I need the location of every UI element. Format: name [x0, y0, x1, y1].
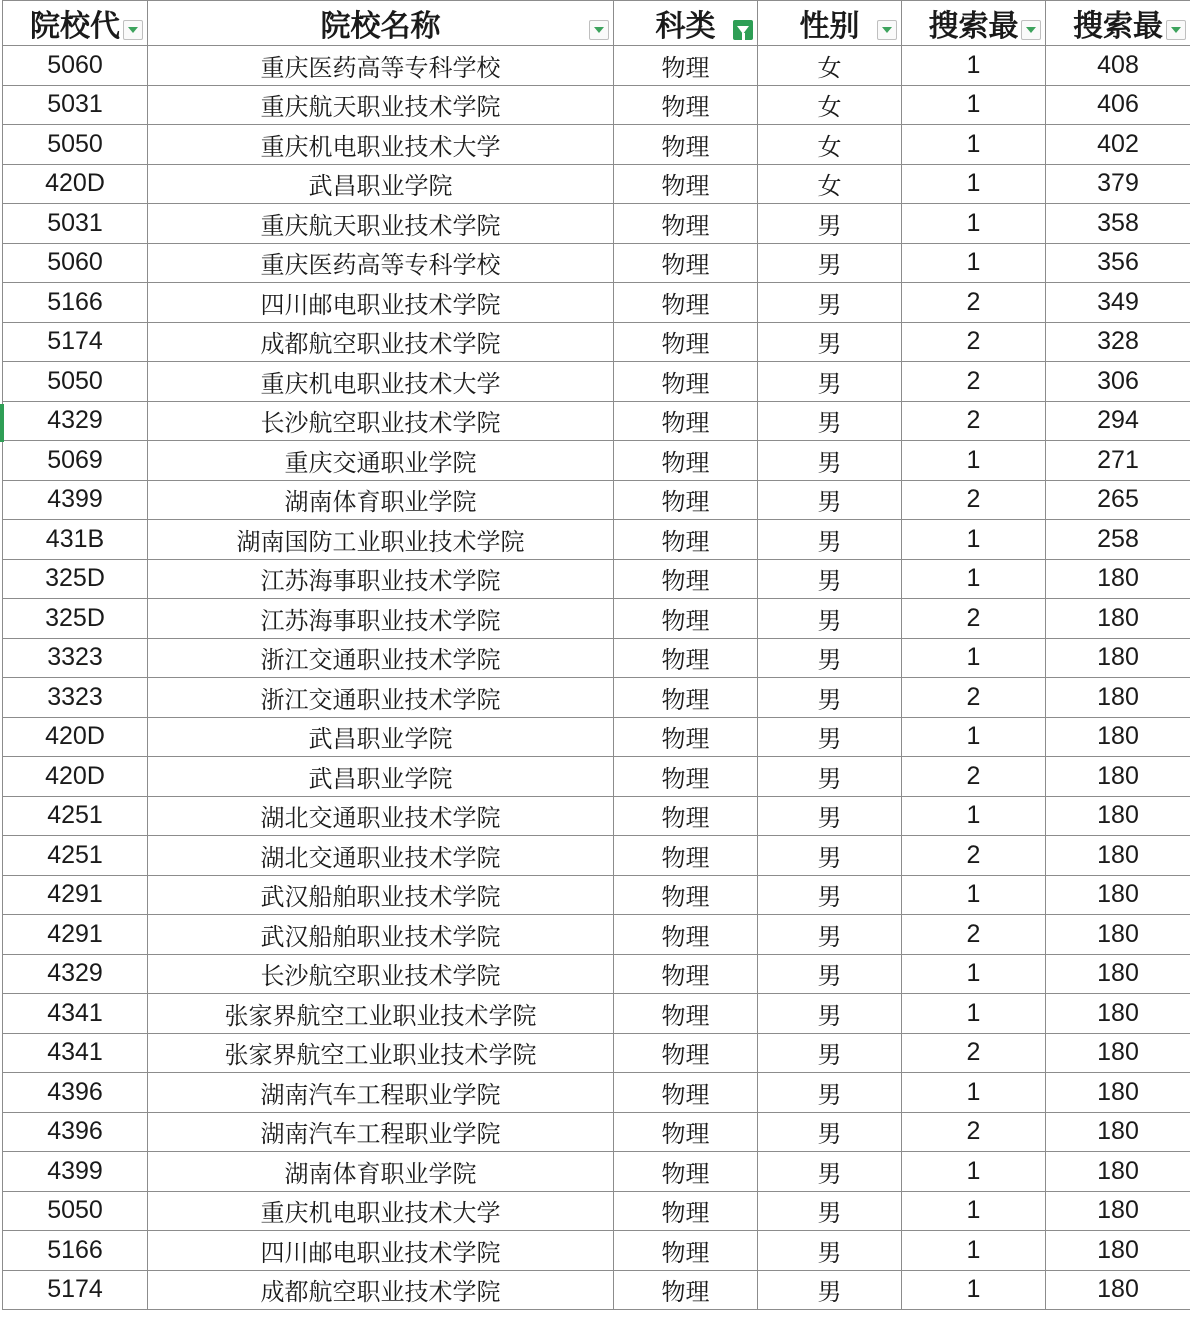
cell-subject[interactable]: 物理: [614, 599, 758, 639]
cell-school-code[interactable]: 5166: [3, 283, 148, 323]
cell-school-name[interactable]: 湖北交通职业技术学院: [148, 836, 614, 876]
cell-search-a[interactable]: 1: [902, 441, 1046, 481]
cell-search-a[interactable]: 1: [902, 1270, 1046, 1310]
cell-school-code[interactable]: 420D: [3, 164, 148, 204]
cell-search-b[interactable]: 180: [1046, 717, 1191, 757]
cell-search-b[interactable]: 265: [1046, 480, 1191, 520]
cell-school-code[interactable]: 4251: [3, 836, 148, 876]
cell-school-name[interactable]: 重庆医药高等专科学校: [148, 243, 614, 283]
table-row: [3, 401, 1191, 441]
table-row: [3, 362, 1191, 402]
cell-search-b[interactable]: 349: [1046, 283, 1191, 323]
table-row: [3, 796, 1191, 836]
cell-gender[interactable]: 男: [758, 1112, 902, 1152]
cell-subject[interactable]: 物理: [614, 1152, 758, 1192]
cell-subject[interactable]: 物理: [614, 796, 758, 836]
cell-school-name[interactable]: 武昌职业学院: [148, 164, 614, 204]
chevron-down-icon: [128, 27, 138, 33]
cell-search-b[interactable]: 180: [1046, 836, 1191, 876]
cell-search-a[interactable]: 1: [902, 520, 1046, 560]
cell-subject[interactable]: 物理: [614, 1231, 758, 1271]
header-label: 科类: [655, 9, 716, 44]
cell-search-b[interactable]: 180: [1046, 994, 1191, 1034]
cell-gender[interactable]: 男: [758, 1231, 902, 1271]
header-label: 搜索最: [1073, 9, 1163, 44]
cell-search-a[interactable]: 1: [902, 875, 1046, 915]
cell-gender[interactable]: 男: [758, 599, 902, 639]
cell-gender[interactable]: 男: [758, 1191, 902, 1231]
cell-search-a[interactable]: 2: [902, 599, 1046, 639]
cell-school-name[interactable]: 重庆航天职业技术学院: [148, 85, 614, 125]
cell-subject[interactable]: 物理: [614, 520, 758, 560]
cell-search-a[interactable]: 1: [902, 125, 1046, 165]
cell-subject[interactable]: 物理: [614, 1270, 758, 1310]
cell-search-b[interactable]: 180: [1046, 1033, 1191, 1073]
cell-school-name[interactable]: 四川邮电职业技术学院: [148, 1231, 614, 1271]
header-row: [3, 1, 1191, 46]
cell-search-a[interactable]: 1: [902, 1191, 1046, 1231]
table-row: [3, 1152, 1191, 1192]
cell-school-code[interactable]: 325D: [3, 559, 148, 599]
cell-school-code[interactable]: 420D: [3, 757, 148, 797]
cell-search-a[interactable]: 2: [902, 757, 1046, 797]
cell-search-b[interactable]: 180: [1046, 599, 1191, 639]
cell-subject[interactable]: 物理: [614, 994, 758, 1034]
cell-school-name[interactable]: 重庆航天职业技术学院: [148, 204, 614, 244]
cell-subject[interactable]: 物理: [614, 915, 758, 955]
cell-search-b[interactable]: 180: [1046, 1270, 1191, 1310]
cell-search-b[interactable]: 180: [1046, 1112, 1191, 1152]
cell-subject[interactable]: 物理: [614, 559, 758, 599]
table-row: [3, 520, 1191, 560]
cell-subject[interactable]: 物理: [614, 638, 758, 678]
cell-search-a[interactable]: 2: [902, 401, 1046, 441]
cell-search-a[interactable]: 1: [902, 954, 1046, 994]
cell-gender[interactable]: 男: [758, 954, 902, 994]
cell-search-a[interactable]: 2: [902, 915, 1046, 955]
filter-dropdown-icon[interactable]: [1166, 20, 1186, 40]
cell-search-b[interactable]: 180: [1046, 875, 1191, 915]
table-row: [3, 1112, 1191, 1152]
cell-subject[interactable]: 物理: [614, 46, 758, 86]
cell-gender[interactable]: 女: [758, 85, 902, 125]
cell-search-b[interactable]: 306: [1046, 362, 1191, 402]
cell-search-b[interactable]: 180: [1046, 757, 1191, 797]
filter-dropdown-icon[interactable]: [123, 20, 143, 40]
chevron-down-icon: [1171, 27, 1181, 33]
cell-search-a[interactable]: 1: [902, 638, 1046, 678]
cell-subject[interactable]: 物理: [614, 243, 758, 283]
cell-school-name[interactable]: 武汉船舶职业技术学院: [148, 875, 614, 915]
cell-school-code[interactable]: 4329: [3, 954, 148, 994]
cell-school-name[interactable]: 湖南汽车工程职业学院: [148, 1073, 614, 1113]
cell-gender[interactable]: 男: [758, 520, 902, 560]
cell-school-code[interactable]: 5069: [3, 441, 148, 481]
cell-search-a[interactable]: 1: [902, 243, 1046, 283]
cell-school-name[interactable]: 湖北交通职业技术学院: [148, 796, 614, 836]
sheet-edge: [1190, 0, 1198, 1330]
cell-school-name[interactable]: 武昌职业学院: [148, 717, 614, 757]
table-row: [3, 638, 1191, 678]
cell-gender[interactable]: 男: [758, 875, 902, 915]
cell-search-b[interactable]: 271: [1046, 441, 1191, 481]
table-body: [3, 46, 1191, 1310]
cell-gender[interactable]: 男: [758, 678, 902, 718]
cell-subject[interactable]: 物理: [614, 125, 758, 165]
cell-school-code[interactable]: 325D: [3, 599, 148, 639]
cell-gender[interactable]: 男: [758, 915, 902, 955]
table-row: [3, 875, 1191, 915]
cell-search-b[interactable]: 180: [1046, 678, 1191, 718]
chevron-down-icon: [1026, 27, 1036, 33]
cell-school-code[interactable]: 431B: [3, 520, 148, 560]
table-row: [3, 164, 1191, 204]
cell-school-code[interactable]: 5050: [3, 362, 148, 402]
cell-school-code[interactable]: 4341: [3, 994, 148, 1034]
cell-school-code[interactable]: 4399: [3, 1152, 148, 1192]
table-row: [3, 994, 1191, 1034]
table-row: [3, 717, 1191, 757]
cell-school-name[interactable]: 湖南体育职业学院: [148, 480, 614, 520]
cell-school-name[interactable]: 成都航空职业技术学院: [148, 1270, 614, 1310]
cell-gender[interactable]: 男: [758, 796, 902, 836]
cell-search-b[interactable]: 180: [1046, 1152, 1191, 1192]
cell-school-code[interactable]: 4399: [3, 480, 148, 520]
cell-school-name[interactable]: 重庆机电职业技术大学: [148, 125, 614, 165]
row-selection-marker: [0, 404, 4, 442]
cell-school-code[interactable]: 420D: [3, 717, 148, 757]
table-row: [3, 915, 1191, 955]
cell-gender[interactable]: 男: [758, 1152, 902, 1192]
cell-subject[interactable]: 物理: [614, 678, 758, 718]
cell-search-a[interactable]: 1: [902, 1231, 1046, 1271]
table-row: [3, 1191, 1191, 1231]
cell-school-name[interactable]: 四川邮电职业技术学院: [148, 283, 614, 323]
cell-search-b[interactable]: 180: [1046, 915, 1191, 955]
cell-search-b[interactable]: 406: [1046, 85, 1191, 125]
table-row: [3, 757, 1191, 797]
cell-gender[interactable]: 男: [758, 204, 902, 244]
cell-search-b[interactable]: 258: [1046, 520, 1191, 560]
cell-search-a[interactable]: 1: [902, 46, 1046, 86]
cell-school-code[interactable]: 3323: [3, 678, 148, 718]
cell-search-b[interactable]: 180: [1046, 1191, 1191, 1231]
cell-gender[interactable]: 男: [758, 836, 902, 876]
cell-subject[interactable]: 物理: [614, 401, 758, 441]
cell-subject[interactable]: 物理: [614, 1033, 758, 1073]
cell-gender[interactable]: 男: [758, 757, 902, 797]
cell-school-name[interactable]: 江苏海事职业技术学院: [148, 559, 614, 599]
cell-search-a[interactable]: 2: [902, 678, 1046, 718]
cell-school-name[interactable]: 浙江交通职业技术学院: [148, 678, 614, 718]
table-row: [3, 46, 1191, 86]
cell-school-code[interactable]: 4291: [3, 875, 148, 915]
cell-search-b[interactable]: 294: [1046, 401, 1191, 441]
table-row: [3, 243, 1191, 283]
header-school-code[interactable]: [3, 1, 148, 46]
cell-school-name[interactable]: 湖南体育职业学院: [148, 1152, 614, 1192]
cell-school-name[interactable]: 浙江交通职业技术学院: [148, 638, 614, 678]
cell-search-a[interactable]: 1: [902, 994, 1046, 1034]
cell-gender[interactable]: 男: [758, 638, 902, 678]
cell-school-name[interactable]: 江苏海事职业技术学院: [148, 599, 614, 639]
cell-search-b[interactable]: 328: [1046, 322, 1191, 362]
cell-search-b[interactable]: 180: [1046, 559, 1191, 599]
filter-dropdown-icon[interactable]: [877, 20, 897, 40]
cell-search-b[interactable]: 356: [1046, 243, 1191, 283]
table-row: [3, 954, 1191, 994]
cell-subject[interactable]: 物理: [614, 954, 758, 994]
cell-subject[interactable]: 物理: [614, 85, 758, 125]
cell-gender[interactable]: 女: [758, 46, 902, 86]
cell-school-code[interactable]: 5174: [3, 322, 148, 362]
cell-subject[interactable]: 物理: [614, 441, 758, 481]
cell-subject[interactable]: 物理: [614, 322, 758, 362]
cell-search-b[interactable]: 180: [1046, 1231, 1191, 1271]
table-row: [3, 836, 1191, 876]
cell-school-name[interactable]: 武昌职业学院: [148, 757, 614, 797]
cell-school-name[interactable]: 重庆交通职业学院: [148, 441, 614, 481]
funnel-icon: [737, 26, 749, 34]
cell-gender[interactable]: 男: [758, 480, 902, 520]
cell-school-name[interactable]: 长沙航空职业技术学院: [148, 954, 614, 994]
header-label: 性别: [799, 9, 860, 44]
filter-active-icon[interactable]: [733, 20, 753, 40]
cell-school-code[interactable]: 5031: [3, 204, 148, 244]
chevron-down-icon: [882, 27, 892, 33]
cell-search-a[interactable]: 1: [902, 204, 1046, 244]
cell-school-name[interactable]: 重庆机电职业技术大学: [148, 362, 614, 402]
cell-subject[interactable]: 物理: [614, 164, 758, 204]
cell-search-b[interactable]: 379: [1046, 164, 1191, 204]
cell-subject[interactable]: 物理: [614, 836, 758, 876]
cell-school-code[interactable]: 5060: [3, 243, 148, 283]
header-gender[interactable]: [758, 1, 902, 46]
cell-subject[interactable]: 物理: [614, 1073, 758, 1113]
cell-gender[interactable]: 男: [758, 994, 902, 1034]
table-row: [3, 678, 1191, 718]
table-row: [3, 1073, 1191, 1113]
cell-gender[interactable]: 男: [758, 362, 902, 402]
cell-gender[interactable]: 男: [758, 717, 902, 757]
cell-search-a[interactable]: 2: [902, 322, 1046, 362]
cell-search-b[interactable]: 180: [1046, 954, 1191, 994]
cell-school-name[interactable]: 武汉船舶职业技术学院: [148, 915, 614, 955]
cell-gender[interactable]: 男: [758, 1073, 902, 1113]
cell-gender[interactable]: 男: [758, 401, 902, 441]
cell-school-name[interactable]: 长沙航空职业技术学院: [148, 401, 614, 441]
cell-school-name[interactable]: 重庆医药高等专科学校: [148, 46, 614, 86]
cell-gender[interactable]: 男: [758, 1270, 902, 1310]
cell-search-a[interactable]: 2: [902, 836, 1046, 876]
cell-search-a[interactable]: 2: [902, 1033, 1046, 1073]
cell-school-code[interactable]: 4396: [3, 1112, 148, 1152]
cell-school-name[interactable]: 湖南国防工业职业技术学院: [148, 520, 614, 560]
header-search-b[interactable]: [1046, 1, 1191, 46]
table-row: [3, 283, 1191, 323]
cell-search-a[interactable]: 1: [902, 1152, 1046, 1192]
header-label: 院校代: [30, 9, 120, 44]
cell-search-a[interactable]: 1: [902, 796, 1046, 836]
header-label: 院校名称: [320, 9, 441, 44]
cell-school-code[interactable]: 3323: [3, 638, 148, 678]
cell-school-code[interactable]: 4396: [3, 1073, 148, 1113]
cell-search-a[interactable]: 2: [902, 480, 1046, 520]
header-label: 搜索最: [928, 9, 1019, 44]
cell-gender[interactable]: 女: [758, 164, 902, 204]
cell-gender[interactable]: 男: [758, 559, 902, 599]
cell-subject[interactable]: 物理: [614, 1112, 758, 1152]
cell-school-code[interactable]: 5174: [3, 1270, 148, 1310]
cell-subject[interactable]: 物理: [614, 283, 758, 323]
cell-gender[interactable]: 男: [758, 322, 902, 362]
table-row: [3, 1231, 1191, 1271]
table-row: [3, 85, 1191, 125]
cell-school-code[interactable]: 4251: [3, 796, 148, 836]
table-row: [3, 559, 1191, 599]
table-row: [3, 125, 1191, 165]
cell-subject[interactable]: 物理: [614, 362, 758, 402]
filter-dropdown-icon[interactable]: [589, 20, 609, 40]
table-row: [3, 322, 1191, 362]
header-school-name[interactable]: [148, 1, 614, 46]
cell-search-a[interactable]: 2: [902, 362, 1046, 402]
cell-search-b[interactable]: 180: [1046, 638, 1191, 678]
cell-school-code[interactable]: 5031: [3, 85, 148, 125]
cell-gender[interactable]: 女: [758, 125, 902, 165]
cell-subject[interactable]: 物理: [614, 1191, 758, 1231]
chevron-down-icon: [594, 27, 604, 33]
cell-school-code[interactable]: 5050: [3, 125, 148, 165]
table-row: [3, 1270, 1191, 1310]
table-row: [3, 480, 1191, 520]
cell-school-name[interactable]: 重庆机电职业技术大学: [148, 1191, 614, 1231]
cell-search-b[interactable]: 402: [1046, 125, 1191, 165]
cell-subject[interactable]: 物理: [614, 717, 758, 757]
cell-search-a[interactable]: 2: [902, 283, 1046, 323]
cell-school-name[interactable]: 湖南汽车工程职业学院: [148, 1112, 614, 1152]
filter-dropdown-icon[interactable]: [1021, 20, 1041, 40]
cell-school-name[interactable]: 张家界航空工业职业技术学院: [148, 1033, 614, 1073]
cell-school-name[interactable]: 成都航空职业技术学院: [148, 322, 614, 362]
cell-search-b[interactable]: 180: [1046, 796, 1191, 836]
cell-search-a[interactable]: 1: [902, 559, 1046, 599]
cell-gender[interactable]: 男: [758, 243, 902, 283]
cell-subject[interactable]: 物理: [614, 480, 758, 520]
cell-search-a[interactable]: 2: [902, 1112, 1046, 1152]
table-row: [3, 1033, 1191, 1073]
cell-gender[interactable]: 男: [758, 1033, 902, 1073]
cell-subject[interactable]: 物理: [614, 757, 758, 797]
cell-search-a[interactable]: 1: [902, 1073, 1046, 1113]
header-subject[interactable]: [614, 1, 758, 46]
cell-school-name[interactable]: 张家界航空工业职业技术学院: [148, 994, 614, 1034]
cell-school-code[interactable]: 5166: [3, 1231, 148, 1271]
cell-search-a[interactable]: 1: [902, 717, 1046, 757]
cell-school-code[interactable]: 5050: [3, 1191, 148, 1231]
table-row: [3, 441, 1191, 481]
cell-subject[interactable]: 物理: [614, 875, 758, 915]
cell-search-b[interactable]: 358: [1046, 204, 1191, 244]
cell-gender[interactable]: 男: [758, 283, 902, 323]
table-row: [3, 204, 1191, 244]
cell-search-b[interactable]: 180: [1046, 1073, 1191, 1113]
header-search-a[interactable]: [902, 1, 1046, 46]
table-row: [3, 599, 1191, 639]
cell-school-code[interactable]: 4329: [3, 401, 148, 441]
data-table: [2, 0, 1191, 1310]
cell-search-a[interactable]: 1: [902, 164, 1046, 204]
cell-gender[interactable]: 男: [758, 441, 902, 481]
cell-search-b[interactable]: 408: [1046, 46, 1191, 86]
cell-school-code[interactable]: 4291: [3, 915, 148, 955]
cell-search-a[interactable]: 1: [902, 85, 1046, 125]
cell-school-code[interactable]: 5060: [3, 46, 148, 86]
cell-school-code[interactable]: 4341: [3, 1033, 148, 1073]
cell-subject[interactable]: 物理: [614, 204, 758, 244]
